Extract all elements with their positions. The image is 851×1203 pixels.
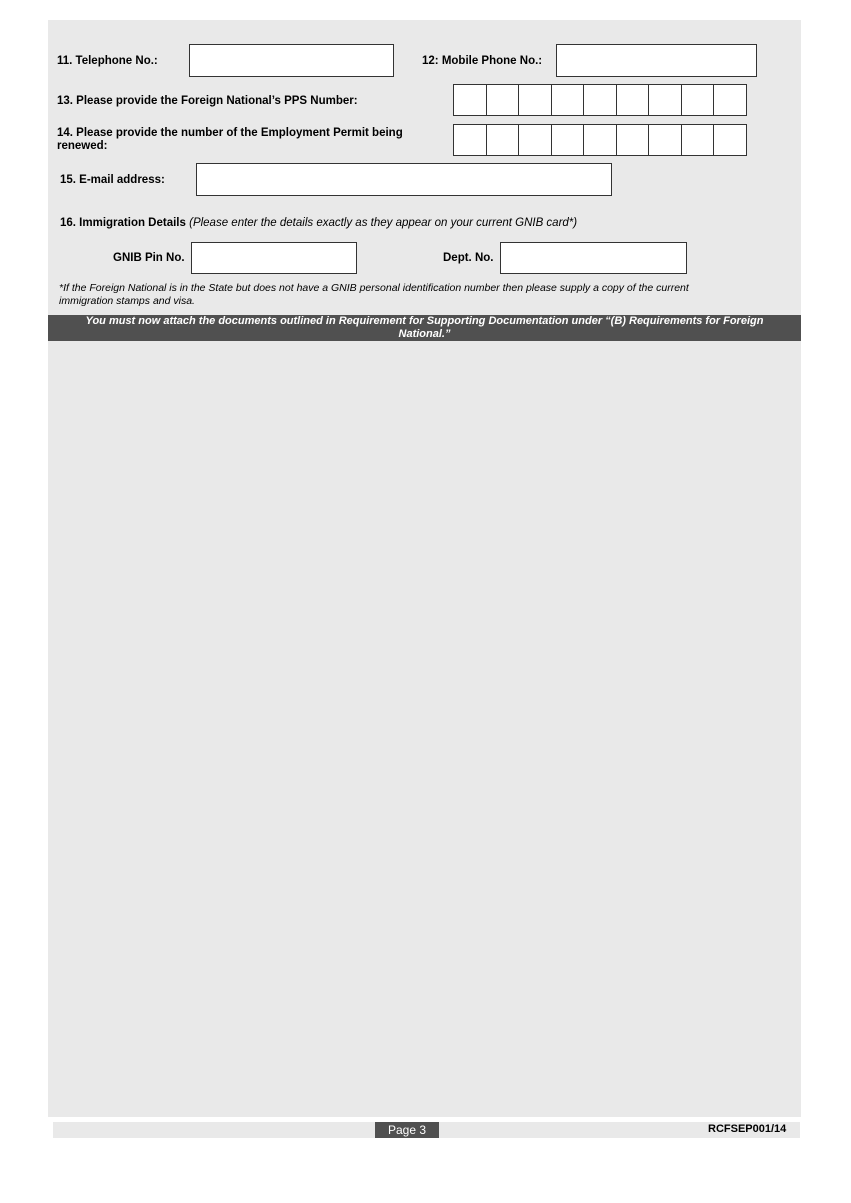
form-code: RCFSEP001/14 bbox=[708, 1123, 787, 1135]
gnib-footnote bbox=[59, 282, 689, 307]
immigration-details-label: 16. Immigration Details bbox=[60, 217, 186, 229]
telephone-field[interactable] bbox=[189, 44, 394, 77]
page-number: Page 3 bbox=[375, 1122, 439, 1138]
email-label: 15. E-mail address: bbox=[60, 174, 165, 186]
permit-number-cell[interactable] bbox=[551, 124, 585, 156]
permit-number-cell[interactable] bbox=[681, 124, 715, 156]
pps-number-cell[interactable] bbox=[486, 84, 520, 116]
immigration-details-hint: (Please enter the details exactly as they appear on your current GNIB card*) bbox=[189, 217, 578, 229]
pps-number-cell[interactable] bbox=[713, 84, 747, 116]
gnib-pin-label: GNIB Pin No. bbox=[113, 252, 185, 264]
pps-number-cell[interactable] bbox=[583, 84, 617, 116]
mobile-phone-label: 12: Mobile Phone No.: bbox=[422, 55, 543, 67]
permit-number-label-line1: 14. Please provide the number of the Employment Permit being bbox=[57, 127, 403, 139]
pps-number-cell[interactable] bbox=[551, 84, 585, 116]
gnib-pin-field[interactable] bbox=[191, 242, 357, 274]
permit-number-field bbox=[453, 124, 746, 156]
dept-no-field[interactable] bbox=[500, 242, 687, 274]
permit-number-label-line2: renewed: bbox=[57, 140, 108, 152]
dept-no-label: Dept. No. bbox=[443, 252, 494, 264]
permit-number-cell[interactable] bbox=[453, 124, 487, 156]
permit-number-cell[interactable] bbox=[648, 124, 682, 156]
mobile-phone-field[interactable] bbox=[556, 44, 757, 77]
gnib-footnote-line1: *If the Foreign National is in the State but does not have a GNIB personal identification number then please supply a copy of the current bbox=[59, 282, 689, 294]
gnib-footnote-line2: immigration stamps and visa. bbox=[59, 294, 195, 307]
permit-number-cell[interactable] bbox=[713, 124, 747, 156]
banner-line2: National.” bbox=[398, 328, 451, 340]
immigration-details-heading bbox=[60, 217, 577, 230]
permit-number-cell[interactable] bbox=[616, 124, 650, 156]
banner-line1: You must now attach the documents outlined in Requirement for Supporting Documentation under “(B) Requirements for Foreign bbox=[85, 315, 764, 327]
pps-number-label: 13. Please provide the Foreign National’s PPS Number: bbox=[57, 95, 358, 107]
permit-number-label bbox=[57, 127, 403, 153]
pps-number-cell[interactable] bbox=[681, 84, 715, 116]
telephone-label: 11. Telephone No.: bbox=[57, 55, 158, 67]
pps-number-cell[interactable] bbox=[518, 84, 552, 116]
permit-number-cell[interactable] bbox=[486, 124, 520, 156]
permit-number-cell[interactable] bbox=[518, 124, 552, 156]
attach-documents-banner bbox=[48, 315, 801, 341]
pps-number-cell[interactable] bbox=[616, 84, 650, 116]
pps-number-cell[interactable] bbox=[453, 84, 487, 116]
pps-number-field bbox=[453, 84, 746, 116]
email-field[interactable] bbox=[196, 163, 612, 196]
permit-number-cell[interactable] bbox=[583, 124, 617, 156]
pps-number-cell[interactable] bbox=[648, 84, 682, 116]
